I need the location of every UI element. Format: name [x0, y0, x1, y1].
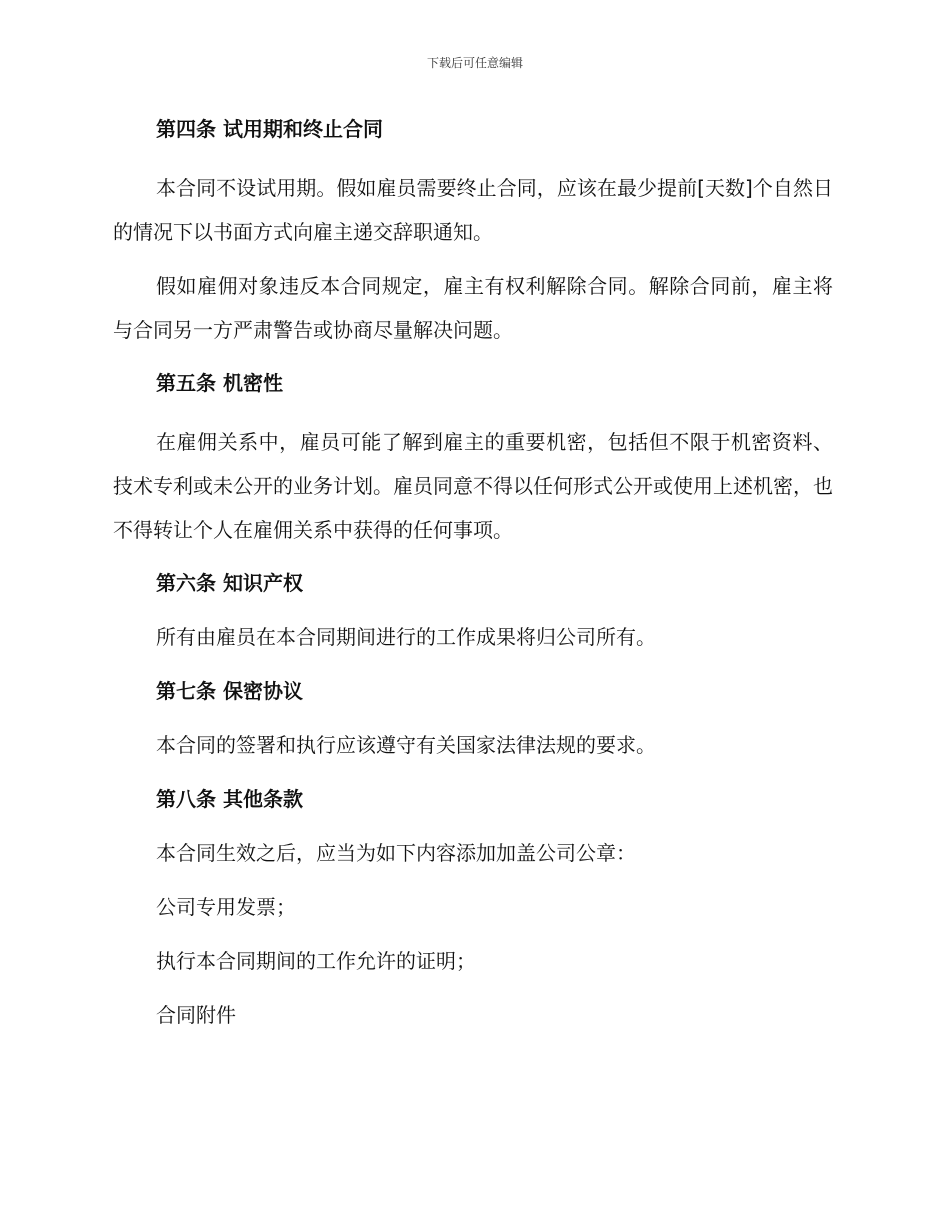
article-5-title: 第五条 机密性 [156, 371, 283, 395]
article-7-paragraph-1: 本合同的签署和执行应该遵守有关国家法律法规的要求。 [156, 733, 656, 757]
article-8-title: 第八条 其他条款 [156, 787, 303, 811]
article-4-paragraph-1: 本合同不设试用期。假如雇员需要终止合同，应该在最少提前[天数]个自然日的情况下以书面方式向雇主递交辞职通知。 [113, 176, 833, 244]
article-6-title: 第六条 知识产权 [156, 571, 303, 595]
document-body [113, 112, 833, 1052]
article-8-item-3: 合同附件 [156, 1003, 236, 1027]
article-8-item-2: 执行本合同期间的工作允许的证明； [156, 949, 476, 973]
article-4-title: 第四条 试用期和终止合同 [156, 117, 383, 141]
article-7-title: 第七条 保密协议 [156, 679, 303, 703]
article-5-paragraph-1: 在雇佣关系中，雇员可能了解到雇主的重要机密，包括但不限于机密资料、技术专利或未公开的业务计划。雇员同意不得以任何形式公开或使用上述机密，也不得转让个人在雇佣关系中获得的任何事项。 [113, 430, 833, 542]
article-8-paragraph-1: 本合同生效之后，应当为如下内容添加加盖公司公章： [156, 841, 636, 865]
article-8-item-1: 公司专用发票； [156, 895, 296, 919]
article-6-paragraph-1: 所有由雇员在本合同期间进行的工作成果将归公司所有。 [156, 625, 656, 649]
article-4-paragraph-2: 假如雇佣对象违反本合同规定，雇主有权利解除合同。解除合同前，雇主将与合同另一方严肃警告或协商尽量解决问题。 [113, 274, 833, 342]
page-header: 下载后可任意编辑 [426, 56, 523, 70]
